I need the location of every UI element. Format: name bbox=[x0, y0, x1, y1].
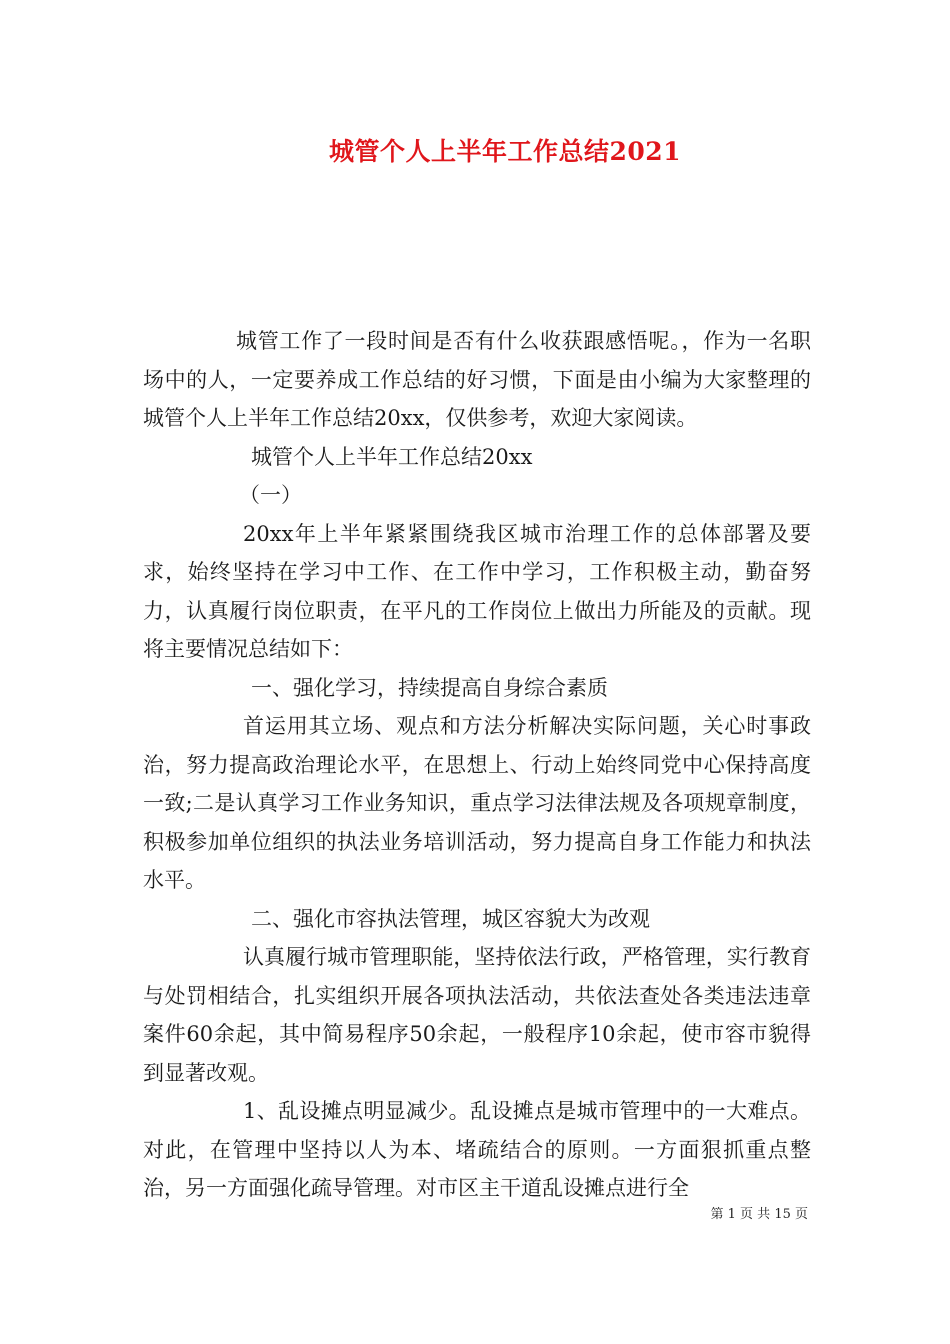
paragraph-overview: 20xx年上半年紧紧围绕我区城市治理工作的总体部署及要求，始终坚持在学习中工作、在工作中学习，工作积极主动，勤奋努力，认真履行岗位职责，在平凡的工作岗位上做出力所能及的贡献。现将主要情况总结如下： bbox=[143, 521, 811, 661]
page-number-footer: 第 1 页 共 15 页 bbox=[710, 1207, 808, 1222]
paragraph-section-number: （一） bbox=[239, 483, 302, 507]
document-title: 城管个人上半年工作总结2021 bbox=[328, 137, 682, 166]
heading-section-1: 一、强化学习，持续提高自身综合素质 bbox=[251, 675, 608, 700]
paragraph-section-1: 首运用其立场、观点和方法分析解决实际问题，关心时事政治，努力提高政治理论水平，在思想上、行动上始终同党中心保持高度一致;二是认真学习工作业务知识，重点学习法律法规及各项规章制度，积极参加单位组织的执法业务培训活动，努力提高自身工作能力和执法水平。 bbox=[143, 714, 811, 892]
paragraph-intro: 城管工作了一段时间是否有什么收获跟感悟呢。，作为一名职场中的人，一定要养成工作总结的好习惯，下面是由小编为大家整理的城管个人上半年工作总结20xx，仅供参考，欢迎大家阅读。 bbox=[143, 329, 811, 430]
paragraph-section-2: 认真履行城市管理职能，坚持依法行政，严格管理，实行教育与处罚相结合，扎实组织开展各项执法活动，共依法查处各类违法违章案件60余起，其中简易程序50余起，一般程序10余起，使市容市貌得到显著改观。 bbox=[143, 945, 811, 1085]
document-body bbox=[143, 322, 811, 1208]
heading-section-2: 二、强化市容执法管理，城区容貌大为改观 bbox=[251, 906, 650, 931]
paragraph-subtitle: 城管个人上半年工作总结20xx bbox=[251, 444, 533, 469]
paragraph-item-1: 1、乱设摊点明显减少。乱设摊点是城市管理中的一大难点。对此，在管理中坚持以人为本、堵疏结合的原则。一方面狠抓重点整治，另一方面强化疏导管理。对市区主干道乱设摊点进行全 bbox=[143, 1099, 811, 1200]
